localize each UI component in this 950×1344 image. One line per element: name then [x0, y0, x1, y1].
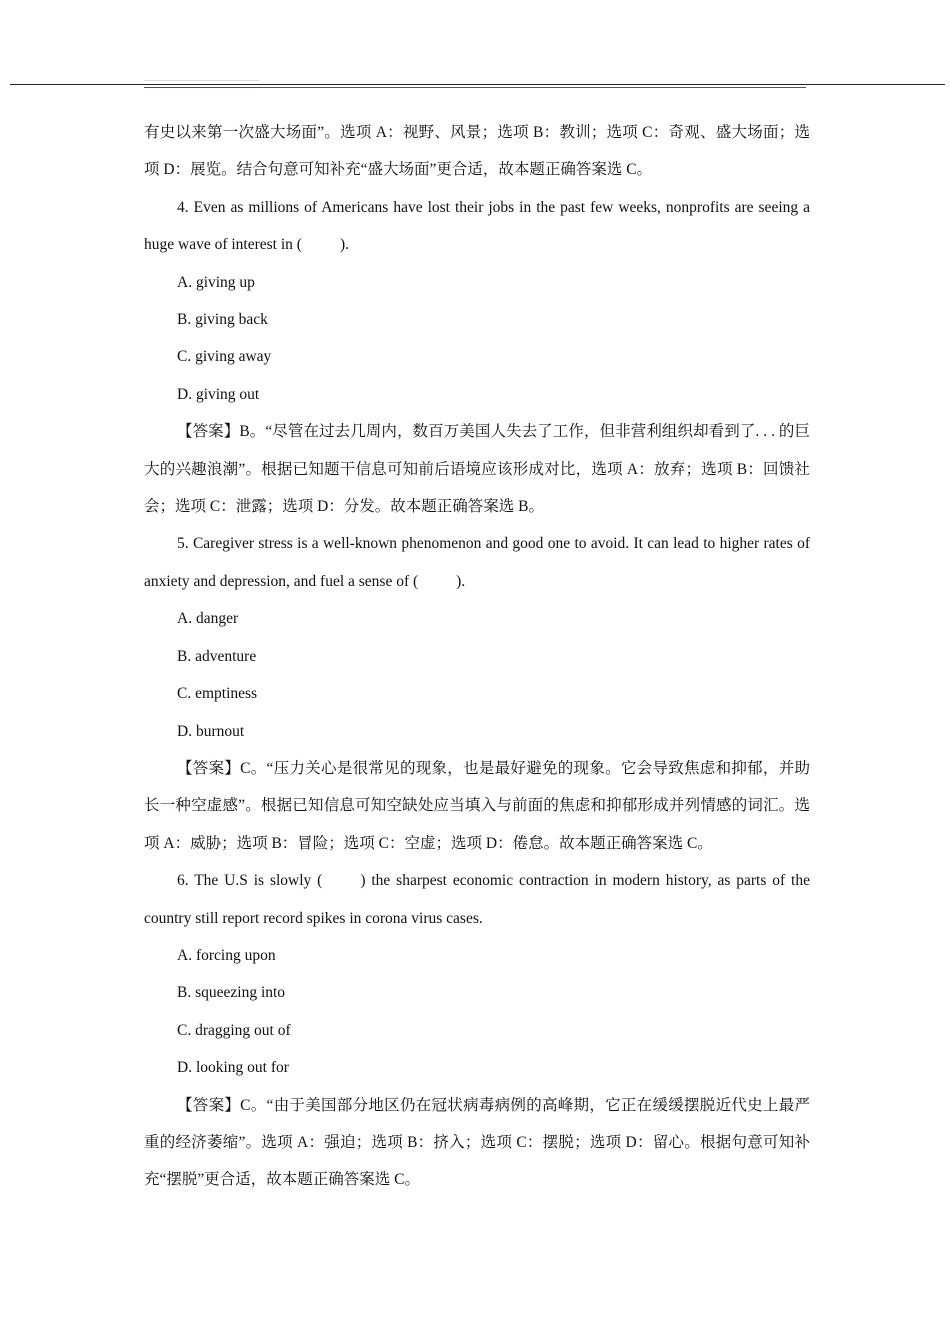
question-4-answer: 【答案】B。“尽管在过去几周内，数百万美国人失去了工作，但非营利组织却看到了. . . 的巨大的兴趣浪潮”。根据已知题干信息可知前后语境应该形成对比，选项 A：放弃；选项 B：回馈社会；选项 C：泄露；选项 D：分发。故本题正确答案选 B。	[144, 423, 810, 516]
continuation-paragraph: 有史以来第一次盛大场面”。选项 A：视野、风景；选项 B：教训；选项 C：奇观、盛大场面；选项 D：展览。结合句意可知补充“盛大场面”更合适，故本题正确答案选 C。	[144, 124, 810, 179]
question-4-option-d: D. giving out	[177, 385, 260, 403]
question-6-option-c: C. dragging out of	[177, 1021, 291, 1039]
question-6-stem-before: 6. The U.S is slowly (	[177, 872, 323, 890]
question-5-option-d: D. burnout	[177, 722, 245, 740]
question-5-answer: 【答案】C。“压力关心是很常见的现象，也是最好避免的现象。它会导致焦虑和抑郁，并助长一种空虚感”。根据已知信息可知空缺处应当填入与前面的焦虑和抑郁形成并列情感的词汇。选项 A：威胁；选项 B：冒险；选项 C：空虚；选项 D：倦怠。故本题正确答案选 C。	[144, 759, 810, 852]
header-inner-rule	[144, 87, 806, 88]
question-4-option-b: B. giving back	[177, 311, 268, 329]
question-4-option-a: A. giving up	[177, 273, 255, 291]
question-5-stem-after: ).	[456, 572, 466, 590]
question-4-option-c: C. giving away	[177, 348, 272, 366]
question-5-option-c: C. emptiness	[177, 685, 258, 703]
header-faint-rule	[144, 80, 259, 81]
question-5-option-a: A. danger	[177, 610, 239, 628]
question-4-stem	[144, 189, 810, 264]
question-6-answer: 【答案】C。“由于美国部分地区仍在冠状病毒病例的高峰期，它正在缓缓摆脱近代史上最严重的经济萎缩”。选项 A：强迫；选项 B：挤入；选项 C：摆脱；选项 D：留心。根据句意可知补充“摆脱”更合适，故本题正确答案选 C。	[144, 1096, 810, 1189]
question-5-stem-before: 5. Caregiver stress is a well-known phenomenon and good one to avoid. It can lead to higher rates of anxiety and depression, and fuel a sense of (	[144, 535, 810, 590]
question-6-stem-after: ) the sharpest economic contraction in modern history, as parts of the country still report record spikes in corona virus cases.	[144, 872, 810, 927]
document-body	[144, 114, 810, 1199]
question-4-stem-before: 4. Even as millions of Americans have lost their jobs in the past few weeks, nonprofits are seeing a huge wave of interest in (	[144, 198, 810, 254]
question-6-option-a: A. forcing upon	[177, 946, 276, 964]
question-5-stem	[144, 525, 810, 600]
question-6-stem	[144, 862, 810, 937]
question-6-option-d: D. looking out for	[177, 1059, 289, 1077]
question-6-option-b: B. squeezing into	[177, 984, 286, 1002]
question-4-stem-after: ).	[339, 236, 350, 254]
header-rule	[10, 84, 945, 85]
question-5-option-b: B. adventure	[177, 647, 257, 665]
